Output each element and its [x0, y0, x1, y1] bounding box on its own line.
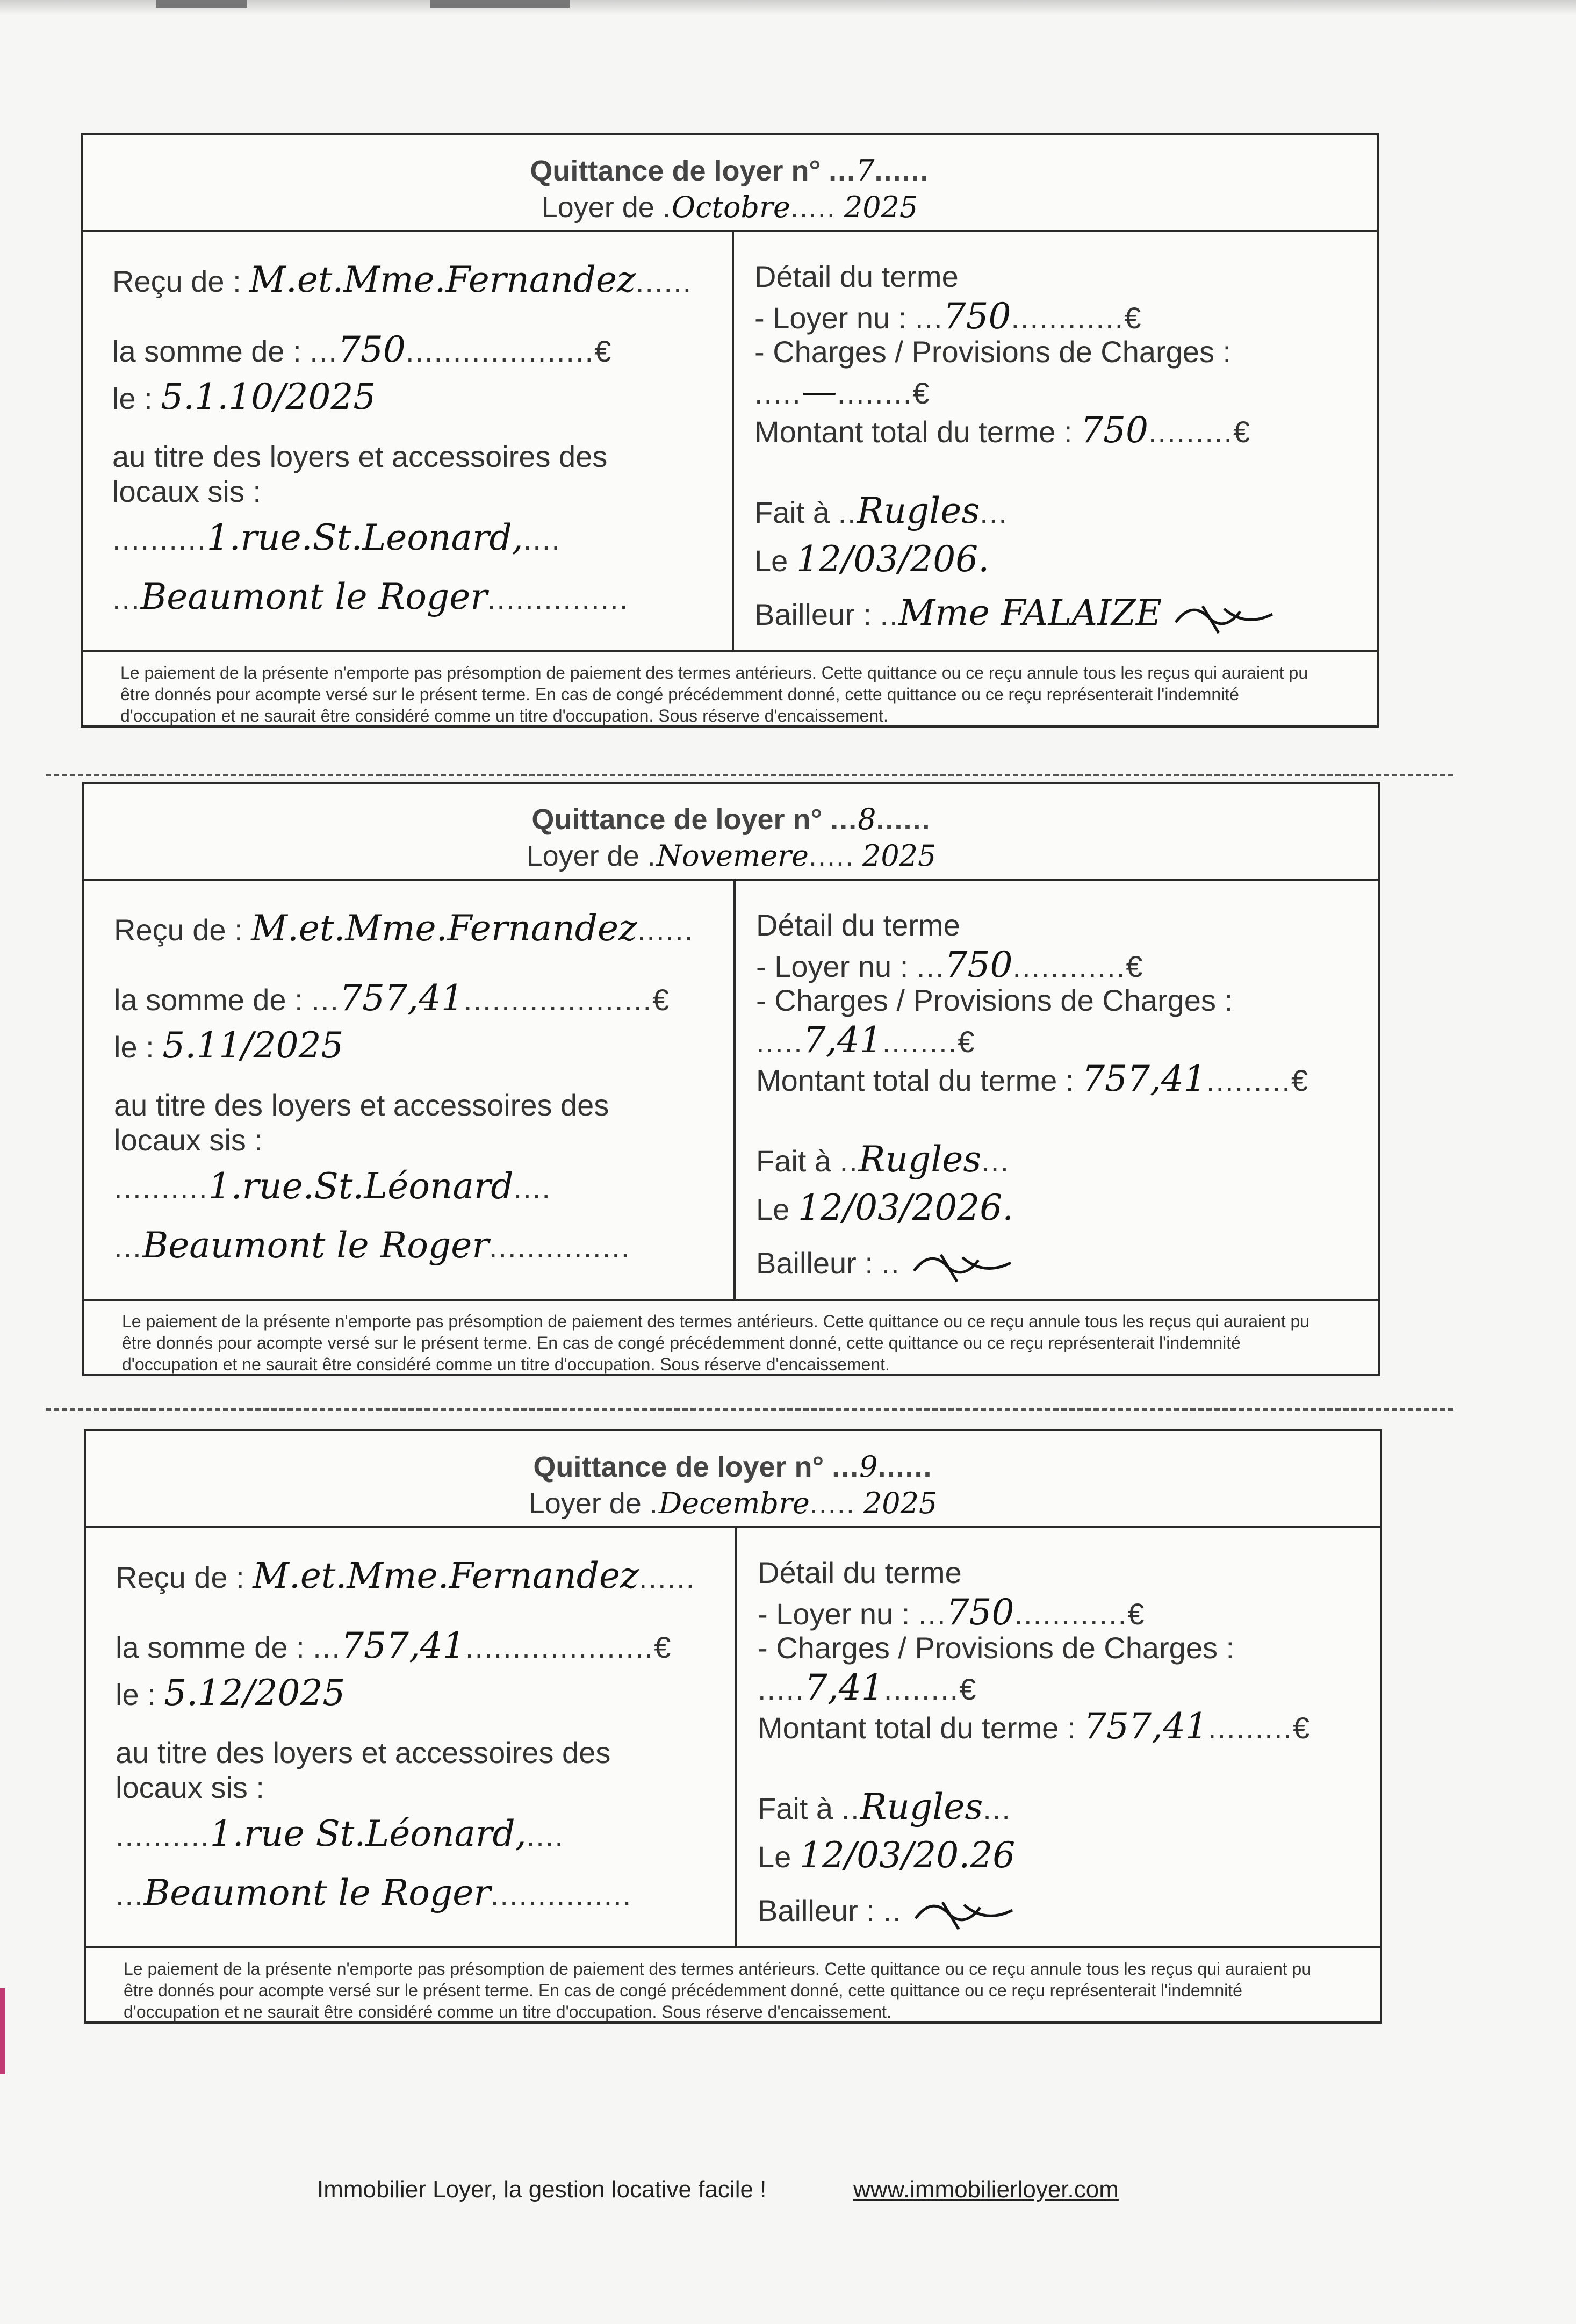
address-city: Beaumont le Roger	[143, 1872, 491, 1913]
footer-tagline: Immobilier Loyer, la gestion locative facile !	[317, 2176, 767, 2203]
loyer-de-label: Loyer de	[528, 1487, 642, 1520]
rent-receipt	[82, 782, 1380, 1376]
receipt-number: 8	[858, 802, 876, 836]
tenant-name: M.et.Mme.Fernandez	[249, 259, 636, 300]
fait-a-label: Fait à	[758, 1791, 833, 1825]
receipt-period: Loyer de .Novemere..... 2025	[526, 839, 937, 873]
loyer-nu-field: - Loyer nu : ...750............€	[758, 1592, 1145, 1633]
receipt-title-label: Quittance de loyer n°	[533, 1451, 824, 1483]
address-line-2: ...Beaumont le Roger...............	[116, 1872, 632, 1913]
loyer-nu-label: - Loyer nu :	[758, 1597, 910, 1631]
fait-a-label: Fait à	[754, 495, 830, 529]
le-date-label: Le	[758, 1840, 791, 1874]
amount-value: 757,41	[339, 977, 464, 1019]
receipt-month: Novemere	[656, 839, 809, 873]
bailleur-label: Bailleur :	[758, 1894, 875, 1927]
receipt-title: Quittance de loyer n° ...9......	[533, 1450, 933, 1484]
tenant-name: M.et.Mme.Fernandez	[253, 1555, 639, 1596]
recu-de-label: Reçu de :	[114, 913, 243, 947]
address-street: 1.rue.St.Leonard,	[206, 517, 523, 558]
loyer-nu-value: 750	[943, 296, 1011, 337]
receipt-year: 2025	[862, 839, 937, 873]
total-label: Montant total du terme :	[758, 1711, 1076, 1745]
legal-notice: Le paiement de la présente n'emporte pas présomption de paiement des termes antérieurs. Cette quittance ou ce reçu annule tous les reçus qui auraient pu être donnés pour acompte versé sur le présent terme. En cas de congé précédemment donné, cette quittance ou ce reçu représenterait l'indemnité d'occupation et ne saurait être considéré comme un titre d'occupation. Sous réserve d'encaissement.	[120, 663, 1308, 725]
charges-amount-field: .....7,41........€	[758, 1667, 976, 1708]
legal-notice: Le paiement de la présente n'emporte pas présomption de paiement des termes antérieurs. Cette quittance ou ce reçu annule tous les reçus qui auraient pu être donnés pour acompte versé sur le présent terme. En cas de congé précédemment donné, cette quittance ou ce reçu représenterait l'indemnité d'occupation et ne saurait être considéré comme un titre d'occupation. Sous réserve d'encaissement.	[122, 1312, 1310, 1374]
scan-top-edge	[0, 0, 1576, 15]
column-divider	[733, 881, 736, 1299]
address-line-1: ..........1.rue St.Léonard,....	[116, 1813, 564, 1854]
le-date-label: Le	[754, 544, 788, 578]
total-label: Montant total du terme :	[756, 1063, 1074, 1097]
fait-date-field	[756, 1187, 1013, 1228]
receipt-period: Loyer de .Decembre..... 2025	[528, 1486, 938, 1520]
amount-value: 750	[337, 329, 406, 370]
loyer-nu-field: - Loyer nu : ...750............€	[754, 296, 1141, 337]
receipt-body	[84, 881, 1378, 1301]
detail-label: Détail du terme	[758, 1556, 962, 1589]
payment-date-field	[116, 1672, 345, 1714]
somme-field: la somme de : ...757,41....................€	[114, 977, 670, 1019]
bailleur-name: Mme FALAIZE	[898, 592, 1162, 634]
le-label: le :	[116, 1678, 156, 1711]
column-divider	[735, 1528, 737, 1946]
detail-label: Détail du terme	[756, 908, 960, 942]
tenant-name: M.et.Mme.Fernandez	[251, 908, 637, 949]
payment-date-field	[112, 376, 376, 418]
address-line-1: ..........1.rue.St.Leonard,....	[112, 517, 561, 558]
address-city: Beaumont le Roger	[140, 576, 487, 617]
somme-label: la somme de :	[112, 334, 301, 368]
titre-label-2: locaux sis :	[116, 1771, 264, 1804]
address-line-2: ...Beaumont le Roger...............	[112, 576, 629, 617]
le-label: le :	[114, 1030, 154, 1064]
address-line-1: ..........1.rue.St.Léonard....	[114, 1165, 551, 1207]
charges-label: - Charges / Provisions de Charges :	[754, 335, 1232, 369]
address-street: 1.rue.St.Léonard	[208, 1165, 514, 1207]
payment-date: 5.12/2025	[164, 1672, 346, 1714]
titre-line-2	[116, 1770, 264, 1805]
payment-date: 5.11/2025	[162, 1025, 344, 1066]
cut-line	[46, 774, 1453, 776]
receipt-title-label: Quittance de loyer n°	[531, 803, 823, 836]
fait-date: 12/03/20.26	[799, 1834, 1016, 1876]
titre-line-1	[116, 1735, 610, 1770]
recu-de-label: Reçu de :	[112, 264, 241, 298]
titre-label-1: au titre des loyers et accessoires des	[116, 1736, 611, 1769]
detail-title	[758, 1555, 962, 1590]
amount-value: 757,41	[341, 1625, 465, 1666]
le-label: le :	[112, 382, 153, 415]
fait-place: Rugles	[860, 1786, 983, 1827]
rent-receipt	[84, 1429, 1382, 2024]
footer-website-link[interactable]: www.immobilierloyer.com	[853, 2176, 1119, 2203]
fait-a-field: Fait à ..Rugles...	[754, 490, 1008, 531]
le-date-label: Le	[756, 1192, 790, 1226]
address-street: 1.rue St.Léonard,	[210, 1813, 527, 1854]
payment-date: 5.1.10/2025	[161, 376, 376, 418]
fait-date-field	[754, 538, 989, 580]
fait-place: Rugles	[857, 490, 980, 531]
charges-field	[754, 334, 1231, 369]
total-field: Montant total du terme : 750.........€	[754, 409, 1250, 451]
rent-receipt	[81, 133, 1379, 728]
loyer-de-label: Loyer de	[541, 191, 654, 224]
charges-field	[758, 1630, 1234, 1665]
signature-icon	[909, 1244, 1016, 1287]
total-label: Montant total du terme :	[754, 415, 1073, 449]
cut-line	[46, 1408, 1453, 1411]
loyer-nu-value: 750	[946, 1592, 1014, 1633]
charges-value: —	[801, 371, 837, 412]
bailleur-label: Bailleur :	[754, 598, 872, 631]
scan-edge-mark	[0, 1988, 5, 2074]
fait-place: Rugles	[858, 1139, 982, 1180]
charges-label: - Charges / Provisions de Charges :	[758, 1631, 1235, 1665]
loyer-nu-field: - Loyer nu : ...750............€	[756, 944, 1143, 985]
receipt-body	[83, 232, 1377, 652]
total-field: Montant total du terme : 757,41.........€	[758, 1706, 1310, 1747]
detail-label: Détail du terme	[754, 260, 959, 293]
recu-de-field: Reçu de : M.et.Mme.Fernandez......	[112, 259, 693, 300]
charges-value: 7,41	[803, 1019, 882, 1061]
receipt-title-label: Quittance de loyer n°	[530, 155, 821, 187]
charges-label: - Charges / Provisions de Charges :	[756, 983, 1233, 1017]
charges-amount-field: .....7,41........€	[756, 1019, 975, 1061]
charges-amount-field: .....—........€	[754, 371, 930, 412]
fait-date: 12/03/2026.	[797, 1187, 1014, 1228]
signature-icon	[910, 1891, 1018, 1934]
titre-label-2: locaux sis :	[114, 1123, 263, 1157]
receipt-number: 7	[856, 154, 875, 188]
receipt-period: Loyer de .Octobre..... 2025	[541, 190, 918, 224]
receipt-number: 9	[859, 1450, 878, 1484]
titre-label-2: locaux sis :	[112, 474, 261, 508]
loyer-nu-label: - Loyer nu :	[754, 301, 907, 335]
detail-title	[756, 908, 960, 942]
recu-de-field: Reçu de : M.et.Mme.Fernandez......	[116, 1555, 696, 1596]
legal-notice: Le paiement de la présente n'emporte pas présomption de paiement des termes antérieurs. Cette quittance ou ce reçu annule tous les reçus qui auraient pu être donnés pour acompte versé sur le présent terme. En cas de congé précédemment donné, cette quittance ou ce reçu représenterait l'indemnité d'occupation et ne saurait être considéré comme un titre d'occupation. Sous réserve d'encaissement.	[124, 1959, 1312, 2021]
charges-value: 7,41	[804, 1667, 884, 1708]
receipt-body	[86, 1528, 1380, 1948]
column-divider	[732, 232, 734, 650]
total-value: 757,41	[1083, 1706, 1208, 1747]
loyer-nu-label: - Loyer nu :	[756, 949, 909, 983]
receipt-title: Quittance de loyer n° ...7......	[530, 154, 930, 188]
total-value: 750	[1080, 409, 1148, 451]
receipt-header	[86, 1431, 1380, 1528]
receipt-month: Octobre	[671, 190, 790, 224]
address-city: Beaumont le Roger	[142, 1225, 489, 1266]
fait-date-field	[758, 1834, 1015, 1876]
fait-a-field: Fait à ..Rugles...	[758, 1786, 1011, 1827]
loyer-nu-value: 750	[945, 944, 1013, 985]
fait-a-field: Fait à ..Rugles...	[756, 1139, 1010, 1180]
somme-label: la somme de :	[114, 983, 303, 1017]
receipt-year: 2025	[844, 190, 918, 224]
receipt-header	[84, 784, 1378, 881]
bailleur-field: Bailleur : ..	[756, 1241, 1016, 1287]
fait-a-label: Fait à	[756, 1144, 832, 1178]
titre-line-2	[114, 1123, 263, 1157]
titre-label-1: au titre des loyers et accessoires des	[114, 1088, 609, 1122]
titre-line-2	[112, 474, 261, 509]
titre-label-1: au titre des loyers et accessoires des	[112, 440, 608, 473]
total-field: Montant total du terme : 757,41.........€	[756, 1058, 1308, 1099]
total-value: 757,41	[1082, 1058, 1206, 1099]
bailleur-field: Bailleur : ..	[758, 1888, 1018, 1934]
receipt-month: Decembre	[658, 1486, 810, 1520]
detail-title	[754, 259, 959, 294]
bailleur-label: Bailleur :	[756, 1246, 873, 1280]
address-line-2: ...Beaumont le Roger...............	[114, 1225, 631, 1266]
receipt-header	[83, 135, 1377, 232]
receipt-title: Quittance de loyer n° ...8......	[531, 802, 931, 836]
recu-de-label: Reçu de :	[116, 1560, 244, 1594]
signature-icon	[1170, 595, 1278, 638]
fait-date: 12/03/206.	[796, 538, 990, 580]
somme-label: la somme de :	[116, 1630, 305, 1664]
loyer-de-label: Loyer de	[526, 840, 639, 872]
somme-field: la somme de : ...757,41....................€	[116, 1625, 671, 1666]
titre-line-1	[114, 1088, 609, 1123]
bailleur-field: Bailleur : ..Mme FALAIZE	[754, 592, 1278, 638]
somme-field: la somme de : ...750....................€	[112, 329, 611, 370]
payment-date-field	[114, 1025, 343, 1066]
charges-field	[756, 983, 1233, 1018]
receipt-year: 2025	[863, 1486, 938, 1520]
recu-de-field: Reçu de : M.et.Mme.Fernandez......	[114, 908, 694, 949]
titre-line-1	[112, 439, 607, 474]
